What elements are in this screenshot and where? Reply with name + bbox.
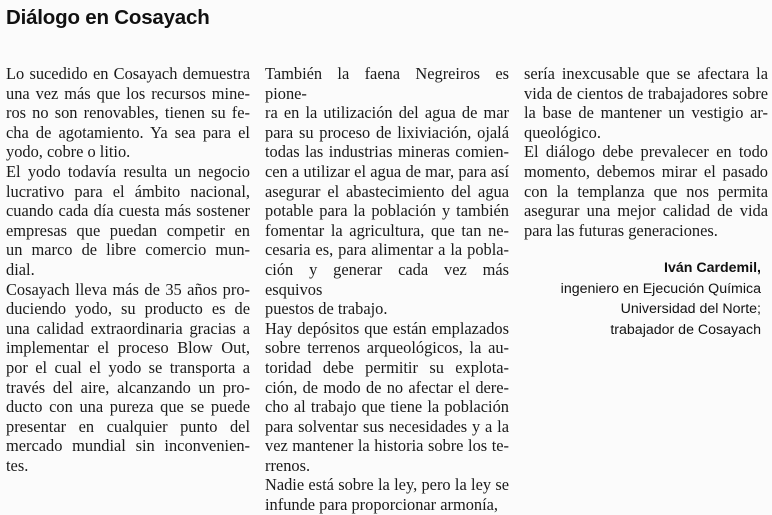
text-line: presentar en cualquier punto del bbox=[6, 416, 250, 436]
text-line: través del aire, alcanzando un pro- bbox=[6, 377, 250, 397]
text-line: mercado mundial sin inconvenien- bbox=[6, 436, 250, 456]
text-line: para las futuras generaciones. bbox=[524, 220, 718, 240]
author-title: ingeniero en Ejecución Química bbox=[560, 280, 761, 297]
text-line: potable para la población y también bbox=[265, 201, 509, 221]
text-line: cuando cada día cuesta más sostener bbox=[6, 201, 250, 221]
text-line: vez mantener la historia sobre los te- bbox=[265, 436, 509, 456]
text-line: cen a utilizar el agua de mar, para así bbox=[265, 161, 509, 181]
text-line: sobre terrenos arqueológicos, la au- bbox=[265, 338, 509, 358]
text-line: El diálogo debe prevalecer en todo bbox=[524, 142, 768, 162]
text-line: rrenos. bbox=[265, 455, 311, 475]
text-line: fomentar la agricultura, que tan ne- bbox=[265, 220, 509, 240]
text-line: ción y generar cada vez más esquivos bbox=[265, 259, 509, 299]
text-line: sería inexcusable que se afectara la bbox=[524, 64, 768, 83]
paragraph bbox=[6, 64, 250, 162]
author-institution: Universidad del Norte; bbox=[620, 301, 761, 317]
text-line: ducto con una pureza que se puede bbox=[6, 397, 250, 417]
text-line: lucrativo para el ámbito nacional, bbox=[6, 181, 250, 201]
paragraph bbox=[6, 162, 250, 280]
text-line: una vez más que los recursos mine- bbox=[6, 83, 250, 103]
text-line: momento, debemos mirar el pasado bbox=[524, 161, 768, 181]
text-line: para solventar sus necesidades y a la bbox=[265, 416, 509, 436]
text-line: con la templanza que nos permita bbox=[524, 181, 768, 201]
text-line: ción, de modo de no afectar el dere- bbox=[265, 377, 509, 397]
article-title: Diálogo en Cosayach bbox=[6, 6, 210, 29]
text-column-3 bbox=[524, 64, 768, 240]
paragraph bbox=[524, 64, 768, 142]
text-line: cho al trabajo que tiene la población bbox=[265, 397, 509, 417]
text-line: ra en la utilización del agua de mar bbox=[265, 103, 509, 123]
text-line: un marco de libre comercio mun- bbox=[6, 240, 250, 260]
text-line: toridad debe permitir su explota- bbox=[265, 357, 509, 377]
text-line: una calidad extraordinaria gracias a bbox=[6, 318, 250, 338]
text-line: vida de cientos de trabajadores sobre bbox=[524, 83, 768, 103]
paragraph bbox=[265, 319, 509, 476]
text-line: cha de agotamiento. Ya sea para el bbox=[6, 122, 250, 142]
paragraph bbox=[265, 475, 509, 514]
text-line: queológico. bbox=[524, 122, 601, 142]
text-line: El yodo todavía resulta un negocio bbox=[6, 161, 250, 181]
text-line: tes. bbox=[6, 455, 29, 475]
text-column-2 bbox=[265, 64, 509, 515]
text-line: duciendo yodo, su producto es de bbox=[6, 299, 250, 319]
author-signature bbox=[561, 258, 761, 340]
author-name: Iván Cardemil, bbox=[664, 260, 761, 276]
text-line: yodo, cobre o litio. bbox=[6, 142, 131, 162]
text-line: implementar el proceso Blow Out, bbox=[6, 338, 250, 358]
text-line: infunde para proporcionar armonía, bbox=[265, 495, 499, 515]
text-line: Hay depósitos que están emplazados bbox=[265, 318, 509, 338]
text-line: También la faena Negreiros es pione- bbox=[265, 64, 509, 103]
paragraph bbox=[265, 64, 509, 319]
text-line: todas las industrias mineras comien- bbox=[265, 142, 509, 162]
author-affiliation: trabajador de Cosayach bbox=[610, 321, 761, 338]
text-line: Cosayach lleva más de 35 años pro- bbox=[6, 279, 250, 299]
text-line: puestos de trabajo. bbox=[265, 299, 388, 319]
text-line: empresas que puedan competir en bbox=[6, 220, 250, 240]
text-line: asegurar una mejor calidad de vida bbox=[524, 201, 768, 221]
text-column-1 bbox=[6, 64, 250, 475]
text-line: asegurar el abastecimiento del agua bbox=[265, 181, 509, 201]
text-line: Lo sucedido en Cosayach demuestra bbox=[6, 64, 250, 83]
text-line: ros no son renovables, tienen su fe- bbox=[6, 103, 250, 123]
text-line: dial. bbox=[6, 259, 35, 279]
paragraph bbox=[524, 142, 768, 240]
paragraph bbox=[6, 280, 250, 476]
text-line: cesaria es, para alimentar a la pobla- bbox=[265, 240, 509, 260]
text-line: la base de mantener un vestigio ar- bbox=[524, 103, 768, 123]
text-line: por el cual el yodo se transporta a bbox=[6, 357, 250, 377]
text-line: Nadie está sobre la ley, pero la ley se bbox=[265, 475, 509, 495]
text-line: para su proceso de lixiviación, ojalá bbox=[265, 122, 509, 142]
